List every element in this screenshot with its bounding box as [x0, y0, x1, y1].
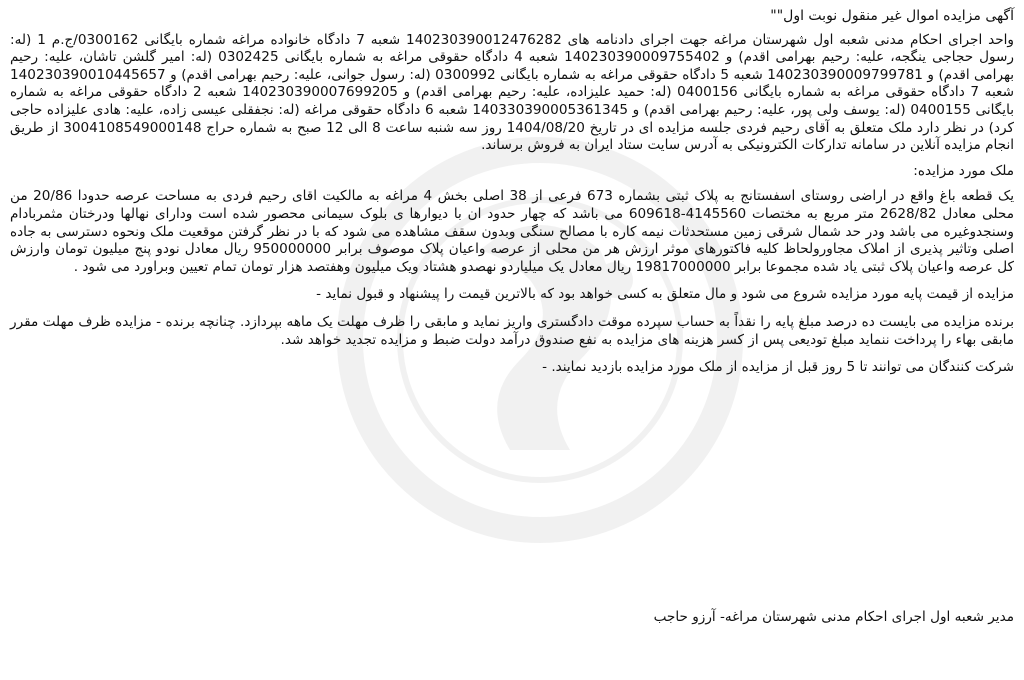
bidding-rule: مزایده از قیمت پایه مورد مزایده شروع می شود و مال متعلق به کسی خواهد بود که بالاترین قیمت را پیشنهاد و قبول نماید - — [316, 286, 1014, 303]
signature-line: مدیر شعبه اول اجرای احکام مدنی شهرستان مراغه- آرزو حاجب — [653, 609, 1014, 625]
property-description: یک قطعه باغ واقع در اراضی روستای اسفستانج به پلاک ثبتی بشماره 673 فرعی از 38 اصلی بخش 4 مراغه به مالکیت اقای رحیم فردی به مساحت عرصه حدودا 20/86 من محلی معادل 2628/82 متر مربع به مختصات 4145560-609618 می باشد که چهار حدود ان با دیوارها ی بلوک سیمانی محصور شده است ودارای نهالها ودرختان مثمربادام وسنجدوغیره می باشد ودر حد شمال شرقی زمین مستحدثات نیمه کاره با مصالح سنگی وبدون سقف مشاهده می شود که با در نظر گرفتن موقعیت ملک ونحوه دسترسی به جاده اصلی وتاثیر پذیری از املاک مجاورولحاظ کلیه فاکتورهای موثر ارزش هر من محلی از عرصه واعیان پلاک موصوف برابر 950000000 ریال معادل نودو پنج میلیون تومان وارزش کل عرصه واعیان پلاک ثبتی یاد شده مجموعا برابر 19817000000 ریال معادل یک میلیاردو نهصدو هشتاد ویک میلیون وهفتصد هزار تومان تمام تعیین وبراورد می شود . — [10, 188, 1014, 275]
notice-intro: واحد اجرای احکام مدنی شعبه اول شهرستان مراغه جهت اجرای دادنامه های 140230390012476282 شعبه 7 دادگاه خانواده مراغه شماره بایگانی 0300162/ج.م 1 (له: رسول حجاجی ینگجه، علیه: رحیم بهرامی اقدم) و 140230390009755402 شعبه 4 دادگاه حقوقی مراغه به شماره بایگانی 0302425 (له: امیر گلشن تاشان، علیه: رحیم بهرامی اقدم) و 140230390009799781 شعبه 5 دادگاه حقوقی مراغه به شماره بایگانی 0300992 (له: رسول جوانی، علیه: رحیم بهرامی اقدم) و 140230390010445657 شعبه 7 دادگاه حقوقی مراغه به شماره بایگانی 0400156 (له: حمید علیزاده، علیه: رحیم بهرامی اقدم) و 140230390007699205 شعبه 2 دادگاه حقوقی مراغه به شماره بایگانی 0400155 (له: یوسف ولی پور، علیه: رحیم بهرامی اقدم) و 140330390005361345 شعبه 6 دادگاه حقوقی مراغه (له: نجفقلی عیسی زاده، علیه: هادی علیزاده حاجی کرد) در نظر دارد ملک متعلق به آقای رحیم فردی جلسه مزایده ای در تاریخ 1404/08/20 روز سه شنبه ساعت 8 الی 12 صبح به شماره حراج 3004108549000148 از طریق انجام مزایده آنلاین در سامانه تدارکات الکترونیکی به آدرس سایت ستاد ایران به فروش برساند. — [10, 31, 1015, 154]
property-heading: ملک مورد مزایده: — [913, 162, 1014, 179]
payment-rule: برنده مزایده می بایست ده درصد مبلغ پایه را نقداً به حساب سپرده موقت دادگستری واریز نماید و مابقی را ظرف مهلت یک ماهه بپردازد. چنانچه برنده - مزایده ظرف مهلت مقرر مابقی بهاء را پرداخت ننماید مبلغ تودیعی پس از کسر هزینه های مزایده به نفع صندوق درآمد دولت ضبط و مزایده تجدید خواهد شد. — [10, 313, 1014, 348]
notice-body — [10, 8, 1014, 377]
visit-rule: شرکت کنندگان می توانند تا 5 روز قبل از مزایده از ملک مورد مزایده بازدید نمایند. - — [542, 359, 1014, 376]
notice-title: آگهی مزایده اموال غیر منقول نوبت اول"" — [770, 8, 1014, 24]
